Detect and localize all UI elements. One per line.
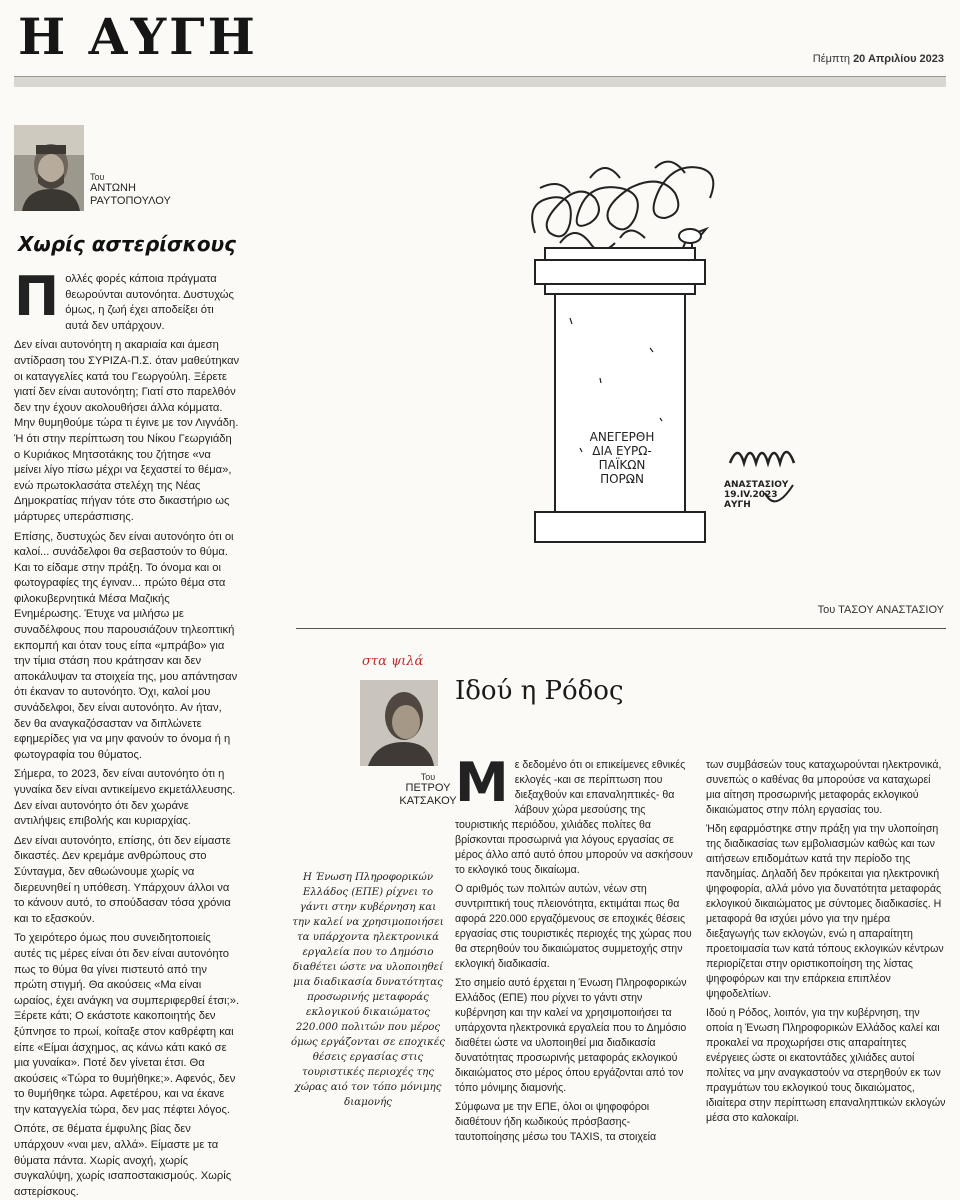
- byline-prefix: Του: [90, 172, 105, 182]
- article-paragraph: των συμβάσεών τους καταχωρούνται ηλεκτρονικά, συνεπώς ο καθένας θα μπορούσε να καταχωρεί μια αίτηση προσωρινής μεταφοράς εκλογικού δικαιώματος στην πόλη εργασίας του.: [706, 759, 942, 816]
- author-photo-katsakos: [360, 680, 438, 766]
- cartoon-caption-name: ΤΑΣΟΥ ΑΝΑΣΤΑΣΙΟΥ: [838, 604, 944, 616]
- cartoon-drawing-icon: [480, 118, 840, 598]
- signature-paper: ΑΥΓΗ: [724, 500, 751, 510]
- issue-date-day: Πέμπτη: [812, 53, 850, 65]
- article-body-right-col1: [455, 751, 693, 1162]
- article-paragraph: Ο αριθμός των πολιτών αυτών, νέων στη συντριπτική τους πλειονότητα, εκτιμάται πως θα αφορά 220.000 εργαζόμενους σε εποχικές θέσεις εργασίας στις τουριστικές περιοχές της χώρας που θα στερηθούν του δικαιώματος συμμετοχής στην εκλογική διαδικασία.: [455, 883, 692, 970]
- author-name-line1: ΑΝΤΩΝΗ: [90, 182, 136, 194]
- article-paragraph: Το χειρότερο όμως που συνειδητοποιείς αυτές τις μέρες είναι ότι δεν είναι αυτονόητο πως το θύμα θα γίνει πιστευτό από την πρώτη στιγμή. Θα ακούσεις «Μα είναι ωραίος, έχει ανάγκη να συμπεριφερθεί έτσι;». Ξέρετε κάτι; Ο εκάστοτε κακοποιητής δεν ξύπνησε το πρωί, κοίταξε στον καθρέφτη και είπε «Είμαι άσχημος, ας κάνω κάτι κακό σε μια γυναίκα». Ποτέ δεν γίνεται έτσι. Θα ακούσεις «Τώρα το θυμήθηκε;». Αφενός, δεν το θυμήθηκε τώρα. Αφετέρου, και να έκανε την καταγγελία τώρα, δεν μας πέφτει λόγος.: [14, 932, 240, 1116]
- article-paragraph: Δεν είναι αυτονόητο, επίσης, ότι δεν είμαστε δικαστές. Δεν κρεμάμε ανθρώπους στο Σύνταγμα, δεν αθωώνουμε χωρίς να διερευνηθεί η υπόθεση. Υπάρχουν άλλοι να το κάνουν αυτό, το σπούδασαν τόσα χρόνια και το εξασκούν.: [14, 834, 231, 925]
- byline-prefix: Του: [420, 772, 436, 782]
- cartoon-caption-prefix: Του: [817, 604, 836, 616]
- author-name-line2: ΡΑΥΤΟΠΟΥΛΟΥ: [90, 195, 171, 207]
- masthead-band: [14, 76, 946, 87]
- article-paragraph: Οπότε, σε θέματα έμφυλης βίας δεν υπάρχουν «ναι μεν, αλλά». Είμαστε με τα θύματα πάντα. Χωρίς ανοχή, χωρίς συγκαλύψη, χωρίς ισαποστακισμούς. Χωρίς αστερίσκους.: [14, 1123, 232, 1198]
- section-kicker: στα ψιλά: [362, 654, 424, 669]
- article-body-left: [14, 265, 240, 1198]
- section-divider: [296, 628, 946, 629]
- article-paragraph: Σήμερα, το 2023, δεν είναι αυτονόητο ότι η γυναίκα δεν είναι αντικείμενο εκμετάλλευσης. Δεν είναι αυτονόητο ότι δεν χωράνε αντιλήψεις επιβολής και κυριαρχίας.: [14, 768, 236, 828]
- cartoon: [480, 118, 840, 598]
- dropcap-left: Π: [14, 265, 60, 328]
- cartoon-plaque: ΑΝΕΓΕΡΘΗ ΔΙΑ ΕΥΡΩ- ΠΑΪΚΩΝ ΠΟΡΩΝ: [589, 430, 655, 486]
- issue-date-rest: 20 Απριλίου 2023: [853, 53, 944, 65]
- article-paragraph: Επίσης, δυστυχώς δεν είναι αυτονόητο ότι οι καλοί... συνάδελφοι θα σεβαστούν το θύμα. Και το είδαμε στην πράξη. Το όνομα και οι φωτογραφίες της έγιναν... πρώτο θέμα στα φιλοκυβερνητικά Μέσα Μαζικής Ενημέρωσης. Έτυχε να μιλήσω με συναδέλφους που παρουσιάζουν τηλεοπτική εκπομπή και όταν τους είπα «μπράβο» για την τίμια στάση που κράτησαν και δεν αποκάλυψαν τα στοιχεία της, μου απάντησαν ότι έκαναν το αυτονόητο. Όχι, καλοί μου συνάδελφοι, δεν είναι αυτονόητο. Αν ήταν, δεν θα αναγκαζόσασταν να διπλώνετε εφημερίδες για να μην φανούν το όνομα ή η φωτογραφία του θύματος.: [14, 530, 238, 761]
- byline-left: [90, 172, 171, 208]
- dropcap-right: Μ: [455, 751, 509, 814]
- article-paragraph: Με δεδομένο ότι οι επικείμενες εθνικές εκλογές -και σε περίπτωση που διεξαχθούν και επαναληπτικές- θα λάβουν χώρα μεσούσης της τουριστικής περιόδου, χιλιάδες πολίτες θα βρίσκονται προσωρινά για λόγους εργασίας σε μέρος άλλο από αυτό όπου μπορούν να ασκήσουν το εκλογικό τους δικαίωμα.: [455, 751, 693, 876]
- article-body-right-col2: [706, 758, 946, 1162]
- masthead-title: Η ΑΥΓΗ: [18, 7, 258, 66]
- cartoon-signature: [724, 480, 788, 510]
- author-portrait-icon: [14, 125, 84, 211]
- signature-date: 19.IV.2023: [724, 490, 778, 500]
- author-portrait-icon: [360, 680, 438, 766]
- article-paragraph: Στο σημείο αυτό έρχεται η Ένωση Πληροφορικών Ελλάδος (ΕΠΕ) που ρίχνει το γάντι στην κυβέρνηση και την καλεί να χρησιμοποιήσει τα υπάρχοντα ηλεκτρονικά εργαλεία που το Δημόσιο διαθέτει ώστε να υλοποιηθεί μια διαδικασία δυνατότητας προσωρινής μεταφοράς εκλογικού δικαιώματος στο μέρος όπου εργάζονται από τον τόπο μόνιμης διαμονής.: [455, 977, 687, 1094]
- article-paragraph: Πολλές φορές κάποια πράγματα θεωρούνται αυτονόητα. Δυστυχώς όμως, η ζωή έχει αποδείξει ότι αυτά δεν υπάρχουν.: [14, 265, 234, 332]
- issue-date: [813, 53, 944, 65]
- article-paragraph: Ιδού η Ρόδος, λοιπόν, για την κυβέρνηση, την οποία η Ένωση Πληροφορικών Ελλάδος καλεί και προκαλεί να προχωρήσει στις απαραίτητες ενέργειες ώστε οι εκατοντάδες χιλιάδες αυτοί πολίτες να μην αναγκαστούν να στερηθούν εκ των πραγμάτων του εκλογικού τους δικαιώματος, ιδιαίτερα στην περίπτωση επαναληπτικών εκλογών μέσα στο καλοκαίρι.: [706, 1007, 946, 1124]
- author-name-line2: ΚΑΤΣΑΚΟΥ: [399, 795, 457, 807]
- signature-name: ΑΝΑΣΤΑΣΙΟΥ: [724, 480, 789, 490]
- cartoon-caption: [818, 604, 944, 616]
- author-photo-raftopoulos: [14, 125, 84, 211]
- article-title-left: Χωρίς αστερίσκους: [18, 232, 236, 256]
- article-paragraph: Σύμφωνα με την ΕΠΕ, όλοι οι ψηφοφόροι διαθέτουν ήδη κωδικούς πρόσβασης-ταυτοποίησης μέσω του TAXIS, τα στοιχεία: [455, 1101, 657, 1143]
- article-paragraph: Δεν είναι αυτονόητη η ακαριαία και άμεση αντίδραση του ΣΥΡΙΖΑ-Π.Σ. όταν μαθεύτηκαν οι καταγγελίες κατά του Γεωργούλη. Ξέρετε γιατί δεν είναι αυτονόητη; Γιατί στο παρελθόν δεν την έχουν ακολουθήσει άλλα κόμματα. Μην θυμηθούμε τώρα τι έγινε με τον Λιγνάδη. Ή ότι στην περίπτωση του Νίκου Γεωργιάδη ο Κυριάκος Μητσοτάκης του ζήτησε «να μείνει λίγο πίσω μέχρι να ξεχαστεί το θέμα», ενώ πρωτοκλασάτα στελέχη της Νέας Δημοκρατίας πήγαν τότε στο δικαστήριο ως μάρτυρες υπεράσπισης.: [14, 339, 240, 523]
- article-title-right: Ιδού η Ρόδος: [455, 676, 624, 706]
- pull-quote: Η Ένωση Πληροφορικών Ελλάδος (ΕΠΕ) ρίχνει το γάντι στην κυβέρνηση και την καλεί να χρησιμοποιήσει τα υπάρχοντα ηλεκτρονικά εργαλεία που το Δημόσιο διαθέτει ώστε να υλοποιηθεί μια διαδικασία δυνατότητας προσωρινής μεταφοράς εκλογικού δικαιώματος 220.000 πολιτών που μέρος όμως εργάζονται σε εποχικές θέσεις εργασίας στις τουριστικές περιοχές της χώρας αιό τον τόπο μόνιμης διαμονής: [290, 872, 445, 1108]
- author-name-line1: ΠΕΤΡΟΥ: [405, 782, 451, 794]
- article-paragraph: Ήδη εφαρμόστηκε στην πράξη για την υλοποίηση της διαδικασίας των εμβολιασμών καθώς και των αιτήσεων επιδομάτων κατά την περίοδο της πανδημίας. Δηλαδή δεν πρόκειται για ηλεκτρονική ψηφοφορία, αλλά μόνο για δυνατότητα μεταφοράς εκλογικού δικαιώματος με σύντομες διαδικασίες. Η μεταφορά θα ισχύει μόνο για την ημέρα διεξαγωγής των εκλογών, ενώ η απαραίτητη προετοιμασία των κατά τόπους εκλογικών κέντρων περιορίζεται στην οριστικοποίηση της λίστας ψηφοφόρων και την επάρκεια επιπλέον ψηφοδελτίων.: [706, 823, 944, 1000]
